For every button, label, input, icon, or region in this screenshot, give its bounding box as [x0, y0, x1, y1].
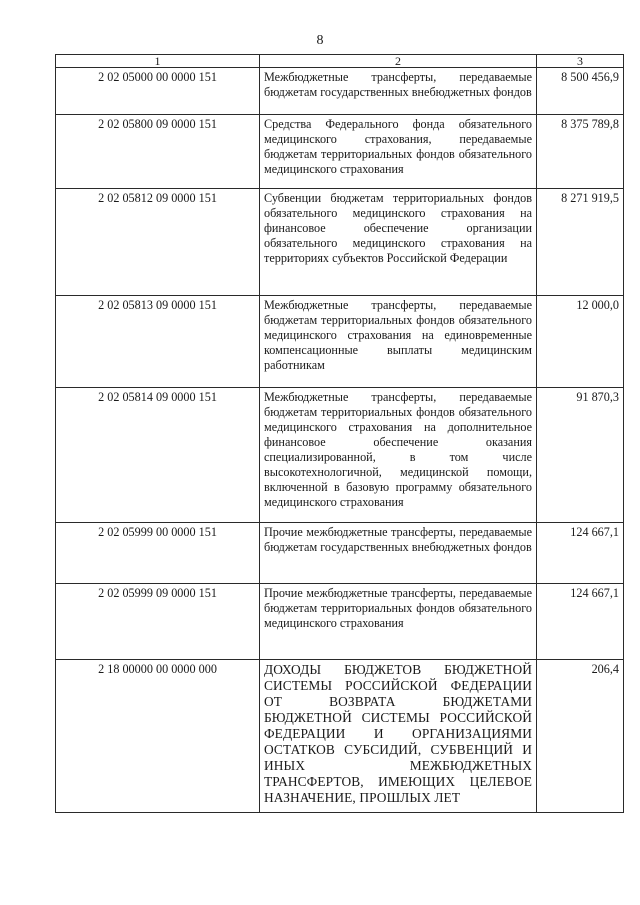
column-header-code: 1	[56, 55, 260, 68]
amount-cell: 8 271 919,5	[537, 189, 624, 296]
page-number: 8	[316, 33, 324, 48]
amount-cell: 124 667,1	[537, 584, 624, 660]
description-cell: Прочие межбюджетные трансферты, передаваемые бюджетам территориальных фондов обязательного медицинского страхования	[260, 584, 537, 660]
table-row	[56, 296, 624, 388]
amount-cell: 8 375 789,8	[537, 115, 624, 189]
budget-code-cell: 2 02 05800 09 0000 151	[56, 115, 260, 189]
budget-code-cell: 2 02 05000 00 0000 151	[56, 68, 260, 115]
column-header-amount: 3	[537, 55, 624, 68]
description-cell: Межбюджетные трансферты, передаваемые бюджетам государственных внебюджетных фондов	[260, 68, 537, 115]
budget-code-cell: 2 02 05999 00 0000 151	[56, 523, 260, 584]
budget-code-cell: 2 02 05999 09 0000 151	[56, 584, 260, 660]
table-row	[56, 660, 624, 813]
amount-cell: 8 500 456,9	[537, 68, 624, 115]
amount-cell: 124 667,1	[537, 523, 624, 584]
table-row	[56, 523, 624, 584]
column-header-description: 2	[260, 55, 537, 68]
description-cell: Межбюджетные трансферты, передаваемые бюджетам территориальных фондов обязательного медицинского страхования на дополнительное финансовое обеспечение оказания специализированной, в том числе высокотехнологичной, медицинской помощи, включенной в базовую программу обязательного медицинского страхования	[260, 388, 537, 523]
revenue-table	[55, 54, 624, 813]
table-row	[56, 115, 624, 189]
amount-cell: 12 000,0	[537, 296, 624, 388]
table-row	[56, 388, 624, 523]
description-cell: ДОХОДЫ БЮДЖЕТОВ БЮДЖЕТНОЙ СИСТЕМЫ РОССИЙСКОЙ ФЕДЕРАЦИИ ОТ ВОЗВРАТА БЮДЖЕТАМИ БЮДЖЕТНОЙ СИСТЕМЫ РОССИЙСКОЙ ФЕДЕРАЦИИ И ОРГАНИЗАЦИЯМИ ОСТАТКОВ СУБСИДИЙ, СУБВЕНЦИЙ И ИНЫХ МЕЖБЮДЖЕТНЫХ ТРАНСФЕРТОВ, ИМЕЮЩИХ ЦЕЛЕВОЕ НАЗНАЧЕНИЕ, ПРОШЛЫХ ЛЕТ	[260, 660, 537, 813]
amount-cell: 206,4	[537, 660, 624, 813]
budget-code-cell: 2 02 05814 09 0000 151	[56, 388, 260, 523]
description-cell: Субвенции бюджетам территориальных фондов обязательного медицинского страхования на финансовое обеспечение организации обязательного медицинского страхования на территориях субъектов Российской Федерации	[260, 189, 537, 296]
budget-code-cell: 2 18 00000 00 0000 000	[56, 660, 260, 813]
amount-cell: 91 870,3	[537, 388, 624, 523]
table-row	[56, 68, 624, 115]
description-cell: Средства Федерального фонда обязательного медицинского страхования, передаваемые бюджетам территориальных фондов обязательного медицинского страхования	[260, 115, 537, 189]
table-header-row	[56, 55, 624, 68]
budget-code-cell: 2 02 05813 09 0000 151	[56, 296, 260, 388]
description-cell: Межбюджетные трансферты, передаваемые бюджетам территориальных фондов обязательного медицинского страхования на единовременные компенсационные выплаты медицинским работникам	[260, 296, 537, 388]
description-cell: Прочие межбюджетные трансферты, передаваемые бюджетам государственных внебюджетных фондов	[260, 523, 537, 584]
table-row	[56, 584, 624, 660]
table-row	[56, 189, 624, 296]
budget-code-cell: 2 02 05812 09 0000 151	[56, 189, 260, 296]
